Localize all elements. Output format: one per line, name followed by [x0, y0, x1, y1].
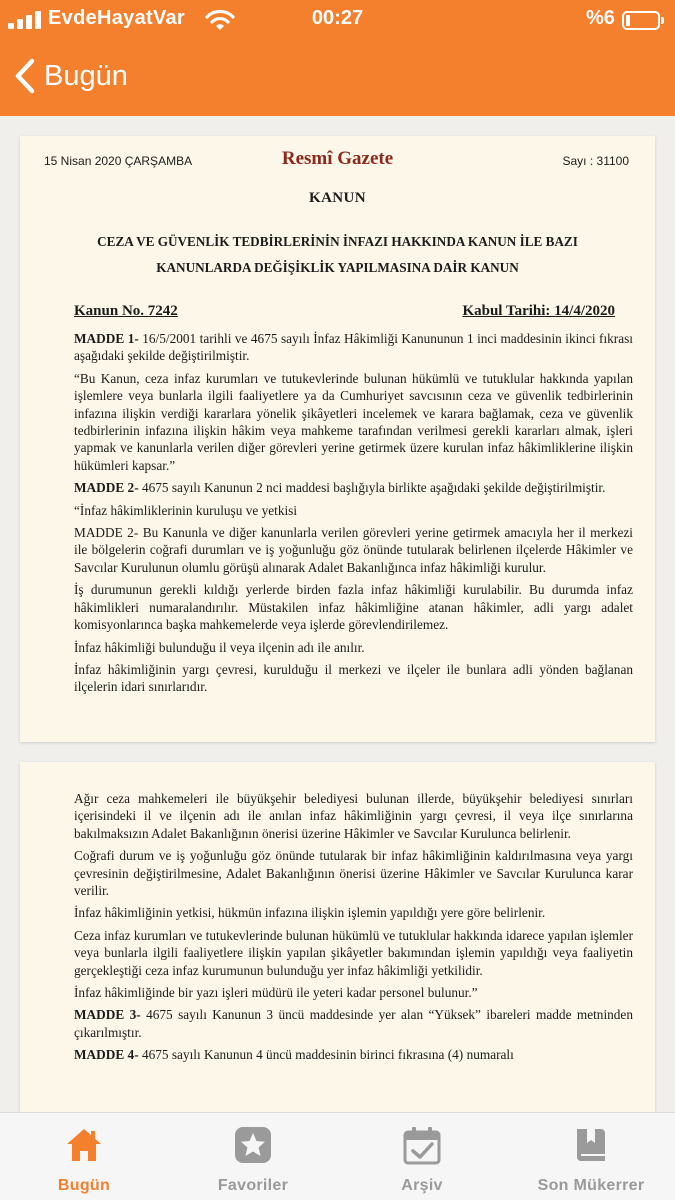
- battery-percent: %6: [586, 7, 615, 29]
- article-1-text: 16/5/2001 tarihli ve 4675 sayılı İnfaz Hâkimliği Kanununun 1 inci maddesinin ikinci fıkrası aşağıdaki şekilde değiştirilmiştir.: [74, 331, 633, 364]
- star-icon: [233, 1125, 273, 1165]
- article-4: [74, 1046, 633, 1063]
- carrier-name: EvdeHayatVar: [48, 7, 186, 29]
- article-2-text: 4675 sayılı Kanunun 2 nci maddesi başlığıyla birlikte aşağıdaki şekilde değiştirilmiştir.: [138, 480, 606, 496]
- article-2-para-2: İş durumunun gerekli kıldığı yerlerde birden fazla infaz hâkimliği kurulabilir. Bu durumda infaz hâkimlikleri numaralandırılır. Müstakilen infaz hâkimliğine atanan hâkimler, adli yargı adalet komisyonlarınca başka mahkemelerde veya işlerde görevlendirilemez.: [74, 582, 633, 633]
- tab-son-mukerrer[interactable]: [507, 1113, 675, 1200]
- article-2-heading: “İnfaz hâkimliklerinin kuruluşu ve yetkisi: [74, 502, 298, 518]
- tab-label: Bugün: [57, 1177, 111, 1194]
- article-1-quote: “Bu Kanun, ceza infaz kurumları ve tutukevlerinde bulunan hükümlü ve tutuklular hakkında yapılan işlemlere veya bunlarla ilgili faaliyetlere ya da Cumhuriyet savcısının ceza ve güvenlik tedbirlerinin infazına ilişkin verdiği kararlara yönelik şikâyetleri incelemek ve karara bağlamak, ceza ve güvenlik tedbirlerinin infazına ilişkin hâkim veya mahkeme tarafından verilmesi gerekli kararları almak, işleri yapmak ve kanunlarla verilen diğer görevleri yerine getirmek üzere kurulan infaz hâkimliklerine ilişkin hükümleri kapsar.”: [74, 370, 633, 473]
- status-bar: [0, 0, 675, 38]
- page-1-body: [74, 330, 633, 696]
- gazette-header: [20, 136, 655, 184]
- article-3-text: 4675 sayılı Kanunun 3 üncü maddesinde yer alan “Yüksek” ibareleri madde metninden çıkarılmıştır.: [74, 1007, 633, 1040]
- law-title: [60, 229, 615, 281]
- top-bar: [0, 0, 675, 116]
- article-3: [74, 1006, 633, 1041]
- article-1-label: MADDE 1-: [74, 331, 139, 346]
- gazette-page-1[interactable]: [20, 136, 655, 742]
- article-2-para-3: İnfaz hâkimliği bulunduğu il veya ilçenin adı ile anılır.: [74, 639, 365, 655]
- calendar-check-icon: [402, 1125, 442, 1165]
- acceptance-date: Kabul Tarihi: 14/4/2020: [462, 303, 615, 319]
- article-2-para-4: İnfaz hâkimliğinin yargı çevresi, kurulduğu il merkezi ve ilçeler ile bunlara adli yönden bağlanan ilçelerin idari sınırlarıdır.: [74, 661, 633, 695]
- bookmark-book-icon: [571, 1125, 611, 1165]
- page-2-para-1: Ağır ceza mahkemeleri ile büyükşehir belediyesi bulunan illerde, büyükşehir belediyesi sınırları içerisindeki il ve ilçenin adı ile anılan infaz hâkimliğinin yargı çevresi, il veya ilçe sınırlarına bakılmaksızın Adalet Bakanlığının önerisi üzerine Hâkimler ve Savcılar Kurulunca belirlenir.: [74, 791, 633, 841]
- battery-icon: [622, 11, 660, 30]
- back-label: Bugün: [44, 59, 128, 92]
- page-2-para-5: İnfaz hâkimliğinde bir yazı işleri müdürü ile yeteri kadar personel bulunur.”: [74, 985, 478, 1001]
- article-1: [74, 330, 633, 365]
- tab-label: Arşiv: [401, 1177, 443, 1194]
- article-2-label: MADDE 2-: [74, 480, 139, 496]
- article-3-label: MADDE 3-: [74, 1007, 141, 1023]
- law-title-line-2: KANUNLARDA DEĞİŞİKLİK YAPILMASINA DAİR KANUN: [156, 260, 519, 275]
- document-type: KANUN: [309, 190, 366, 206]
- article-2-para-1: MADDE 2- Bu Kanunla ve diğer kanunlarla verilen görevleri yerine getirmek amacıyla her il merkezi ile bölgelerin coğrafi durumları ve iş yoğunluğu göz önünde tutularak belirlenen ilçelerde Hâkimler ve Savcılar Kurulunun olumlu görüşü alınarak Adalet Bakanlığınca infaz hâkimliği kurulur.: [74, 525, 633, 575]
- article-2: [74, 479, 633, 496]
- gazette-issue: Sayı : 31100: [562, 154, 629, 168]
- law-title-line-1: CEZA VE GÜVENLİK TEDBİRLERİNİN İNFAZI HAKKINDA KANUN İLE BAZI: [97, 234, 578, 249]
- tab-bugun[interactable]: [0, 1113, 168, 1200]
- chevron-left-icon: [14, 58, 36, 94]
- page-2-para-2: Coğrafi durum ve iş yoğunluğu göz önünde tutularak bir infaz hâkimliğinin kaldırılmasına veya yargı çevresinin değiştirilmesine, Adalet Bakanlığının önerisi üzerine Hâkimler ve Savcılar Kurulunca karar verilir.: [74, 848, 633, 899]
- status-time: 00:27: [311, 7, 364, 29]
- page-2-para-3: İnfaz hâkimliğinin yetkisi, hükmün infazına ilişkin işlemin yapıldığı yere göre belirlenir.: [74, 905, 546, 921]
- home-icon: [64, 1125, 104, 1165]
- page-2-body: [74, 790, 633, 1064]
- tab-label: Son Mükerrer: [537, 1177, 645, 1194]
- law-number: Kanun No. 7242: [74, 303, 178, 319]
- article-4-text: 4675 sayılı Kanunun 4 üncü maddesinin birinci fıkrasına (4) numaralı: [138, 1047, 514, 1063]
- gazette-page-2[interactable]: [20, 762, 655, 1122]
- back-button[interactable]: [14, 56, 128, 96]
- tab-bar: [0, 1112, 675, 1200]
- tab-arsiv[interactable]: [338, 1113, 506, 1200]
- tab-label: Favoriler: [217, 1177, 289, 1194]
- gazette-name: Resmî Gazete: [281, 148, 394, 169]
- law-number-row: [74, 303, 615, 325]
- gazette-date: 15 Nisan 2020 ÇARŞAMBA: [44, 154, 193, 168]
- tab-favoriler[interactable]: [169, 1113, 337, 1200]
- article-4-label: MADDE 4-: [74, 1047, 139, 1063]
- page-2-para-4: Ceza infaz kurumları ve tutukevlerinde bulunan hükümlü ve tutuklular hakkında idarece yapılan işlemler veya bunlarla ilgili faaliyetlere ilişkin yapılan şikâyetler bakımından işlemin yapıldığı veya faaliyetin gerçekleştiği ceza infaz kurumunun bulunduğu yer infaz hâkimliği yetkilidir.: [74, 927, 633, 978]
